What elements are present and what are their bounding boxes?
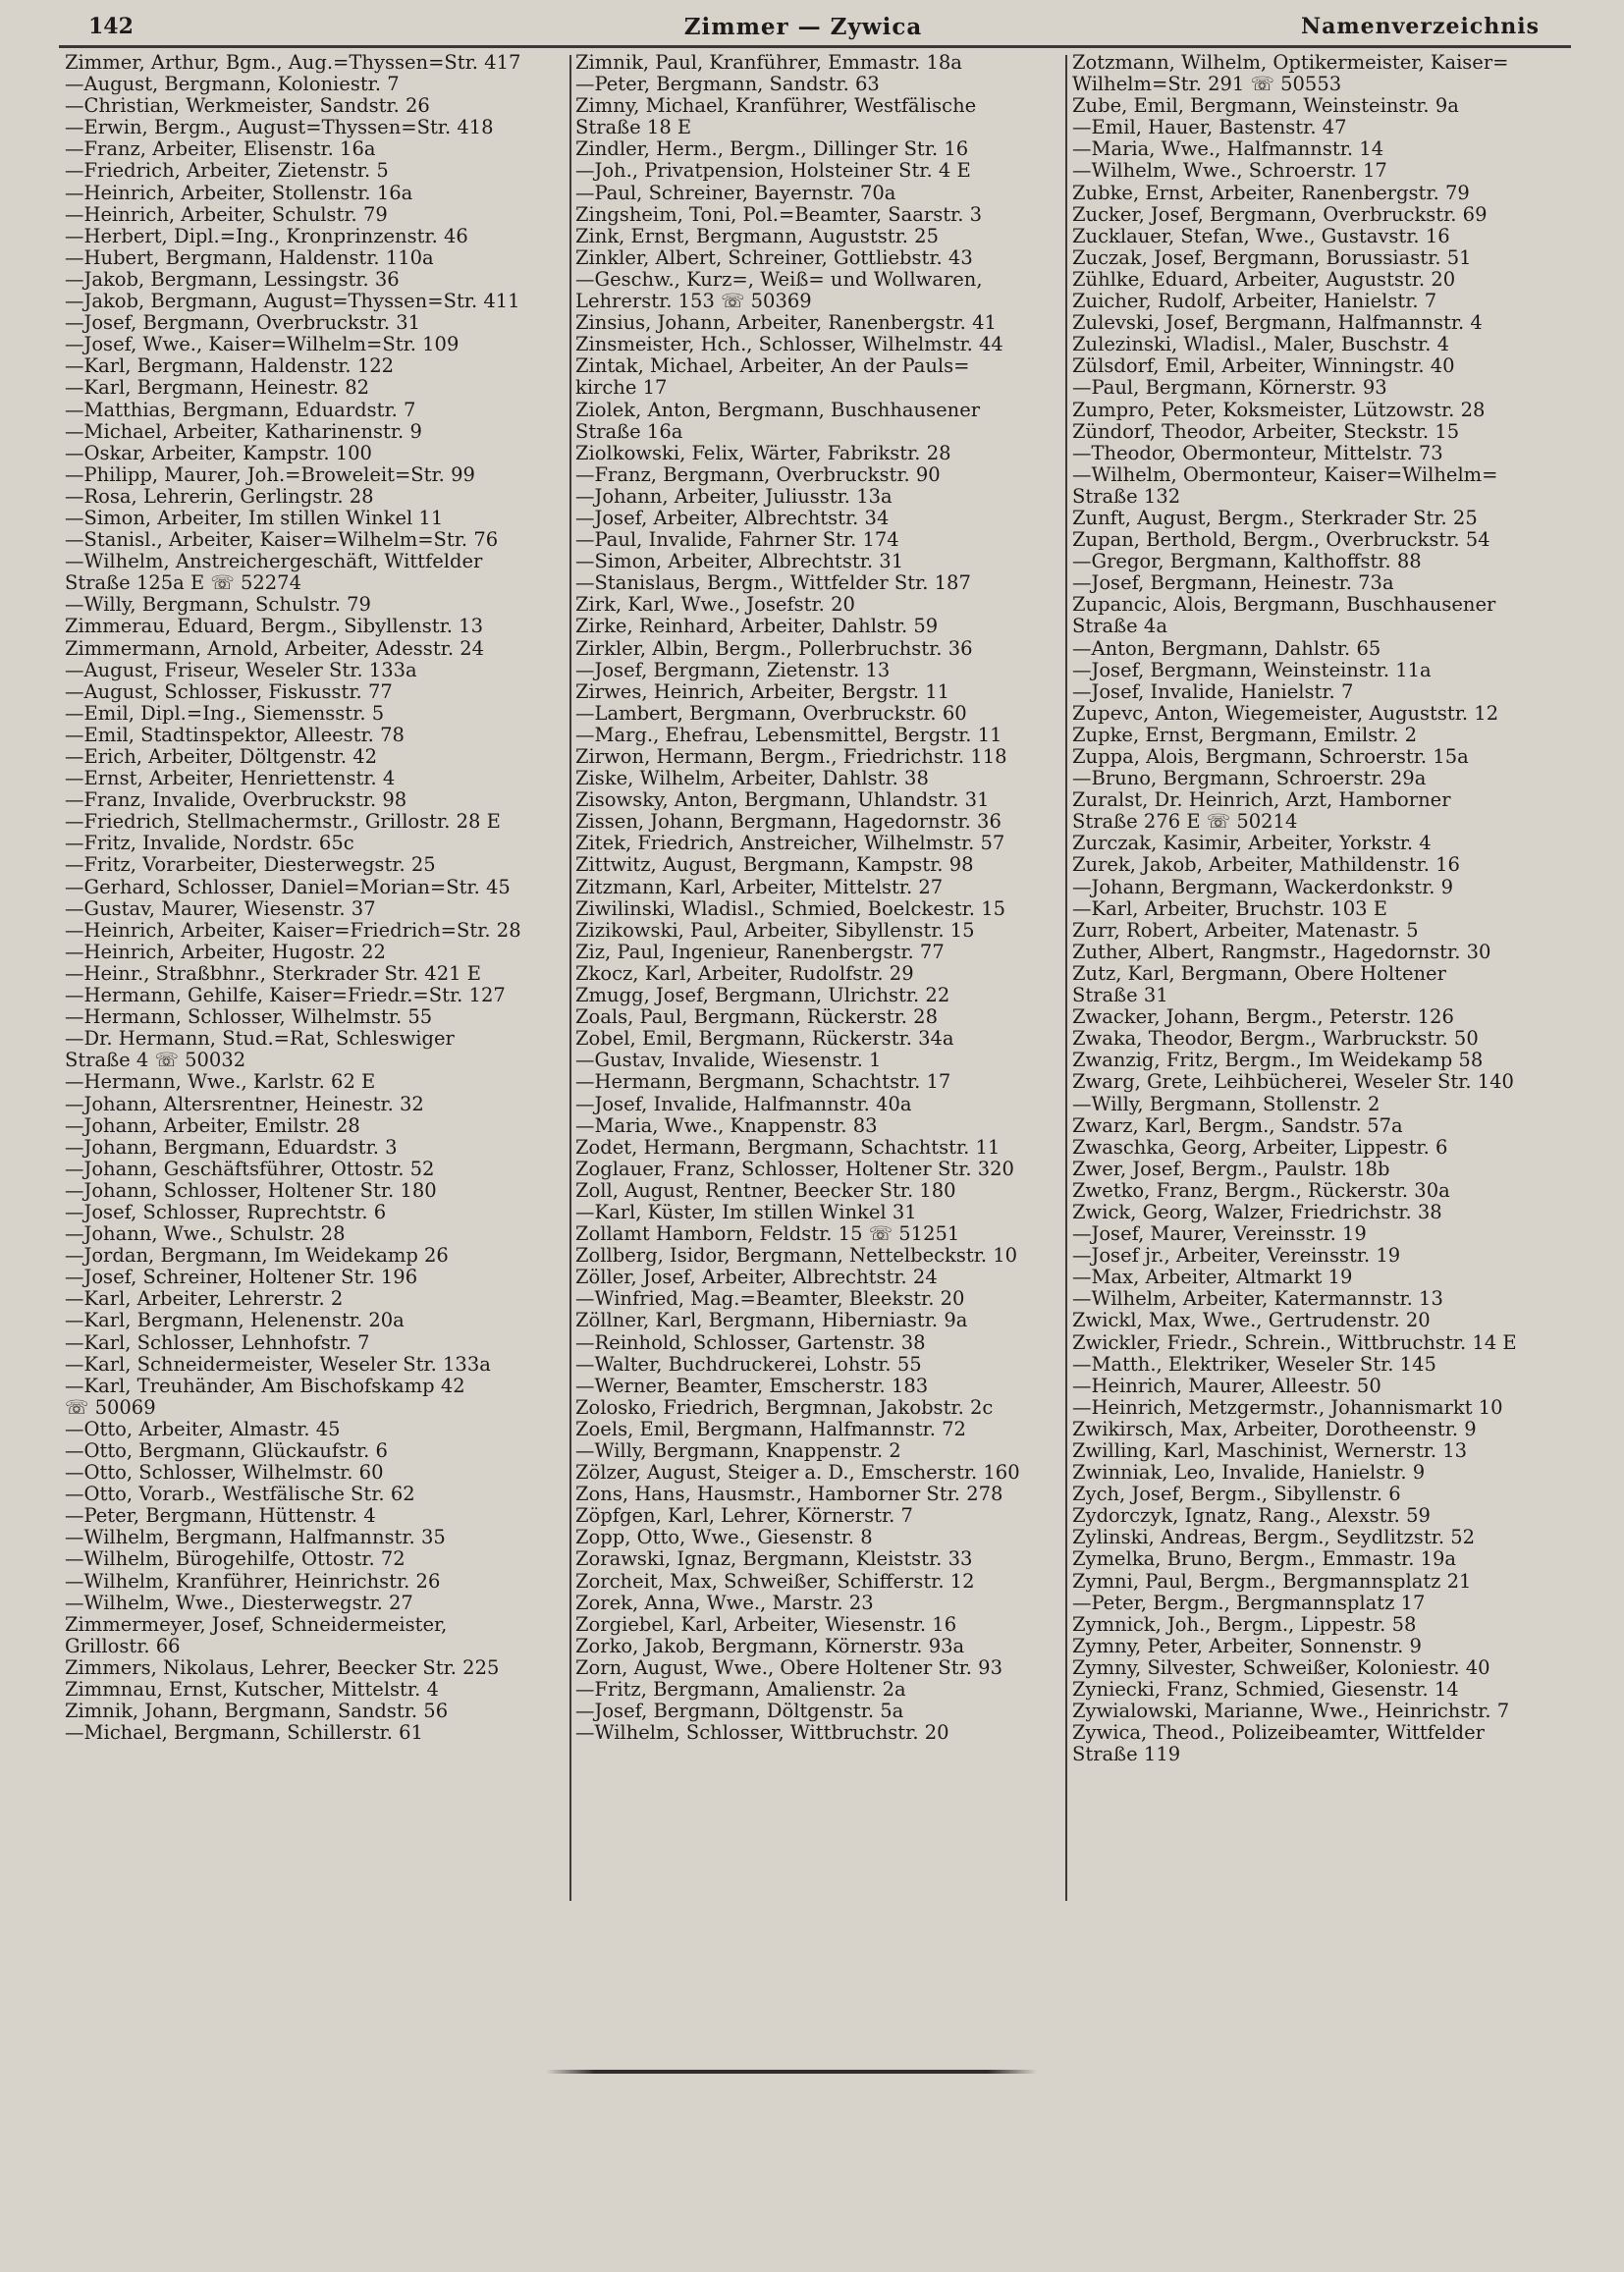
directory-entry-line: —Philipp, Maurer, Joh.=Broweleit=Str. 99	[65, 462, 475, 486]
directory-entry-line: Zimmers, Nikolaus, Lehrer, Beecker Str. 225	[65, 1655, 500, 1679]
directory-entry-line: Zupke, Ernst, Bergmann, Emilstr. 2	[1072, 723, 1418, 746]
page-number: 142	[88, 14, 134, 39]
directory-entry-line: —Simon, Arbeiter, Albrechtstr. 31	[575, 550, 904, 573]
directory-entry-line: Straße 276 E ☏ 50214	[1072, 810, 1298, 834]
directory-entry-line: —Dr. Hermann, Stud.=Rat, Schleswiger	[65, 1027, 455, 1051]
directory-entry-line: Zutz, Karl, Bergmann, Obere Holtener	[1072, 961, 1446, 985]
directory-entry-line: Zuppa, Alois, Bergmann, Schroerstr. 15a	[1072, 745, 1469, 768]
directory-entry-line: Zitek, Friedrich, Anstreicher, Wilhelmstr. 57	[575, 832, 1005, 855]
directory-entry-line: —Wilhelm, Arbeiter, Katermannstr. 13	[1072, 1287, 1443, 1311]
directory-entry-line: —Michael, Bergmann, Schillerstr. 61	[65, 1721, 423, 1745]
directory-entry-line: Wilhelm=Str. 291 ☏ 50553	[1072, 73, 1342, 96]
directory-entry-line: Zirwon, Hermann, Bergm., Friedrichstr. 118	[575, 745, 1007, 768]
directory-entry-line: Ziske, Wilhelm, Arbeiter, Dahlstr. 38	[575, 767, 929, 790]
directory-entry-line: Zupevc, Anton, Wiegemeister, Auguststr. 12	[1072, 701, 1499, 725]
directory-entry-line: —Anton, Bergmann, Dahlstr. 65	[1072, 636, 1381, 660]
directory-entry-line: Zimmnau, Ernst, Kutscher, Mittelstr. 4	[65, 1678, 439, 1702]
page-title: Zimmer — Zywica	[683, 14, 923, 40]
directory-entry-line: Zoals, Paul, Bergmann, Rückerstr. 28	[575, 1005, 938, 1029]
directory-entry-line: Zymny, Silvester, Schweißer, Koloniestr. 40	[1072, 1655, 1490, 1679]
directory-entry-line: —Wilhelm, Bürogehilfe, Ottostr. 72	[65, 1547, 406, 1571]
directory-entry-line: —Johann, Bergmann, Eduardstr. 3	[65, 1135, 398, 1159]
directory-entry-line: Zwick, Georg, Walzer, Friedrichstr. 38	[1072, 1200, 1442, 1223]
directory-entry-line: Zons, Hans, Hausmstr., Hamborner Str. 278	[575, 1483, 1003, 1506]
directory-entry-line: Zintak, Michael, Arbeiter, An der Pauls=	[575, 354, 970, 378]
directory-entry-line: —Wilhelm, Anstreichergeschäft, Wittfelder	[65, 550, 483, 573]
directory-entry-line: —Hermann, Schlosser, Wilhelmstr. 55	[65, 1005, 433, 1029]
directory-entry-line: —Wilhelm, Bergmann, Halfmannstr. 35	[65, 1526, 446, 1549]
directory-entry-line: Straße 16a	[575, 419, 683, 443]
directory-entry-line: Zorek, Anna, Wwe., Marstr. 23	[575, 1591, 874, 1614]
directory-entry-line: Straße 125a E ☏ 52274	[65, 571, 301, 595]
directory-entry-line: Zydorczyk, Ignatz, Rang., Alexstr. 59	[1072, 1504, 1431, 1528]
directory-entry-line: Zoll, August, Rentner, Beecker Str. 180	[575, 1178, 956, 1202]
directory-entry-line: Zulevski, Josef, Bergmann, Halfmannstr. 4	[1072, 311, 1483, 335]
directory-entry-line: Zwaka, Theodor, Bergm., Warbruckstr. 50	[1072, 1027, 1479, 1051]
directory-entry-line: —Peter, Bergm., Bergmannsplatz 17	[1072, 1591, 1426, 1614]
directory-entry-line: Zöllner, Karl, Bergmann, Hiberniastr. 9a	[575, 1309, 968, 1332]
directory-entry-line: —Herbert, Dipl.=Ing., Kronprinzenstr. 46	[65, 224, 468, 247]
directory-entry-line: Zwanzig, Fritz, Bergm., Im Weidekamp 58	[1072, 1049, 1484, 1072]
directory-entry-line: —Johann, Arbeiter, Emilstr. 28	[65, 1113, 360, 1137]
directory-entry-line: Zwinniak, Leo, Invalide, Hanielstr. 9	[1072, 1461, 1426, 1485]
directory-entry-line: —Josef, Maurer, Vereinsstr. 19	[1072, 1222, 1367, 1246]
directory-entry-line: Zurczak, Kasimir, Arbeiter, Yorkstr. 4	[1072, 832, 1432, 855]
directory-entry-line: Zülsdorf, Emil, Arbeiter, Winningstr. 40	[1072, 354, 1455, 378]
directory-entry-line: Zwer, Josef, Bergm., Paulstr. 18b	[1072, 1157, 1390, 1180]
directory-entry-line: Zurr, Robert, Arbeiter, Matenastr. 5	[1072, 918, 1419, 942]
directory-entry-line: —Max, Arbeiter, Altmarkt 19	[1072, 1266, 1353, 1289]
directory-entry-line: —Paul, Invalide, Fahrner Str. 174	[575, 528, 899, 552]
directory-entry-line: Zorn, August, Wwe., Obere Holtener Str. 93	[575, 1655, 1002, 1679]
directory-entry-line: Zwarz, Karl, Bergm., Sandstr. 57a	[1072, 1113, 1403, 1137]
directory-entry-line: Zupan, Berthold, Bergm., Overbruckstr. 54	[1072, 528, 1490, 552]
directory-entry-line: Zimny, Michael, Kranführer, Westfälische	[575, 94, 977, 118]
directory-entry-line: Zimnik, Johann, Bergmann, Sandstr. 56	[65, 1700, 449, 1723]
directory-entry-line: Zubke, Ernst, Arbeiter, Ranenbergstr. 79	[1072, 181, 1470, 204]
directory-entry-line: Zittwitz, August, Bergmann, Kampstr. 98	[575, 853, 974, 877]
directory-entry-line: Ziwilinski, Wladisl., Schmied, Boelckestr. 15	[575, 896, 1006, 920]
directory-entry-line: —Rosa, Lehrerin, Gerlingstr. 28	[65, 484, 374, 508]
directory-entry-line: Zindler, Herm., Bergm., Dillinger Str. 16	[575, 137, 969, 161]
directory-entry-line: Zwacker, Johann, Bergm., Peterstr. 126	[1072, 1005, 1454, 1029]
directory-entry-line: Zylinski, Andreas, Bergm., Seydlitzstr. 52	[1072, 1526, 1476, 1549]
directory-entry-line: —Heinrich, Arbeiter, Stollenstr. 16a	[65, 181, 413, 204]
directory-entry-line: —Walter, Buchdruckerei, Lohstr. 55	[575, 1352, 922, 1376]
directory-entry-line: —Jakob, Bergmann, Lessingstr. 36	[65, 267, 400, 291]
directory-entry-line: Zych, Josef, Bergm., Sibyllenstr. 6	[1072, 1483, 1401, 1506]
directory-entry-line: —Josef, Schlosser, Ruprechtstr. 6	[65, 1200, 387, 1223]
directory-entry-line: —Wilhelm, Obermonteur, Kaiser=Wilhelm=	[1072, 462, 1498, 486]
directory-entry-line: —Peter, Bergmann, Hüttenstr. 4	[65, 1504, 376, 1528]
directory-entry-line: Zoglauer, Franz, Schlosser, Holtener Str. 320	[575, 1157, 1014, 1180]
directory-entry-line: —Matth., Elektriker, Weseler Str. 145	[1072, 1352, 1436, 1376]
directory-entry-line: —Gustav, Invalide, Wiesenstr. 1	[575, 1049, 882, 1072]
directory-entry-line: —Karl, Bergmann, Helenenstr. 20a	[65, 1309, 405, 1332]
directory-entry-line: —Hermann, Wwe., Karlstr. 62 E	[65, 1070, 376, 1094]
directory-entry-line: Straße 132	[1072, 484, 1181, 508]
directory-entry-line: —Michael, Arbeiter, Katharinenstr. 9	[65, 419, 422, 443]
directory-entry-line: —Willy, Bergmann, Knappenstr. 2	[575, 1439, 901, 1462]
directory-entry-line: —Otto, Schlosser, Wilhelmstr. 60	[65, 1461, 384, 1485]
directory-entry-line: —Reinhold, Schlosser, Gartenstr. 38	[575, 1330, 926, 1354]
directory-entry-line: —Johann, Wwe., Schulstr. 28	[65, 1222, 346, 1246]
directory-entry-line: —Joh., Privatpension, Holsteiner Str. 4 E	[575, 159, 971, 183]
directory-entry-line: ☏ 50069	[65, 1395, 156, 1419]
directory-entry-line: Zwaschka, Georg, Arbeiter, Lippestr. 6	[1072, 1135, 1448, 1159]
directory-entry-line: —Maria, Wwe., Halfmannstr. 14	[1072, 137, 1384, 161]
directory-entry-line: Zurek, Jakob, Arbeiter, Mathildenstr. 16	[1072, 853, 1460, 877]
directory-entry-line: Zöpfgen, Karl, Lehrer, Körnerstr. 7	[575, 1504, 913, 1528]
directory-entry-line: —Wilhelm, Kranführer, Heinrichstr. 26	[65, 1569, 441, 1593]
directory-entry-line: Zulezinski, Wladisl., Maler, Buschstr. 4	[1072, 333, 1450, 356]
directory-entry-line: Zywica, Theod., Polizeibeamter, Wittfelder	[1072, 1721, 1485, 1745]
directory-entry-line: Zirke, Reinhard, Arbeiter, Dahlstr. 59	[575, 615, 939, 638]
directory-entry-line: Zotzmann, Wilhelm, Optikermeister, Kaiser=	[1072, 52, 1509, 74]
directory-entry-line: —Jordan, Bergmann, Im Weidekamp 26	[65, 1244, 449, 1268]
directory-entry-line: Zuicher, Rudolf, Arbeiter, Hanielstr. 7	[1072, 290, 1437, 313]
directory-entry-line: —Marg., Ehefrau, Lebensmittel, Bergstr. 11	[575, 723, 1002, 746]
directory-entry-line: Zirkler, Albin, Bergm., Pollerbruchstr. 36	[575, 636, 973, 660]
directory-entry-line: —Paul, Schreiner, Bayernstr. 70a	[575, 181, 896, 204]
directory-entry-line: —August, Bergmann, Koloniestr. 7	[65, 73, 400, 96]
directory-entry-line: Zkocz, Karl, Arbeiter, Rudolfstr. 29	[575, 961, 914, 985]
directory-entry-line: Zorcheit, Max, Schweißer, Schifferstr. 12	[575, 1569, 975, 1593]
directory-entry-line: —Josef, Invalide, Halfmannstr. 40a	[575, 1092, 912, 1115]
directory-entry-line: Zölzer, August, Steiger a. D., Emscherstr. 160	[575, 1461, 1020, 1485]
directory-entry-line: —Christian, Werkmeister, Sandstr. 26	[65, 94, 430, 118]
directory-entry-line: Zirk, Karl, Wwe., Josefstr. 20	[575, 593, 855, 617]
directory-entry-line: Zimmerau, Eduard, Bergm., Sibyllenstr. 13	[65, 615, 483, 638]
directory-entry-line: Zwetko, Franz, Bergm., Rückerstr. 30a	[1072, 1178, 1450, 1202]
directory-entry-line: Zimnik, Paul, Kranführer, Emmastr. 18a	[575, 52, 962, 74]
directory-entry-line: —Stanislaus, Bergm., Wittfelder Str. 187	[575, 571, 971, 595]
directory-entry-line: —Josef, Arbeiter, Albrechtstr. 34	[575, 506, 890, 529]
directory-entry-line: Zöller, Josef, Arbeiter, Albrechtstr. 24	[575, 1266, 938, 1289]
directory-entry-line: —Gerhard, Schlosser, Daniel=Morian=Str. 45	[65, 875, 511, 898]
directory-entry-line: —Josef, Wwe., Kaiser=Wilhelm=Str. 109	[65, 333, 460, 356]
directory-entry-line: Zymelka, Bruno, Bergm., Emmastr. 19a	[1072, 1547, 1457, 1571]
directory-entry-line: Zuralst, Dr. Heinrich, Arzt, Hamborner	[1072, 788, 1451, 812]
directory-entry-line: Zymny, Peter, Arbeiter, Sonnenstr. 9	[1072, 1634, 1422, 1657]
directory-entry-line: Zywialowski, Marianne, Wwe., Heinrichstr. 7	[1072, 1700, 1510, 1723]
directory-entry-line: Straße 4 ☏ 50032	[65, 1049, 246, 1072]
directory-entry-line: Zorgiebel, Karl, Arbeiter, Wiesenstr. 16	[575, 1612, 957, 1636]
directory-entry-line: Zink, Ernst, Bergmann, Auguststr. 25	[575, 224, 939, 247]
directory-entry-line: Grillostr. 66	[65, 1634, 181, 1657]
section-title: Namenverzeichnis	[1301, 14, 1540, 39]
directory-entry-line: —Gustav, Maurer, Wiesenstr. 37	[65, 896, 376, 920]
directory-entry-line: —Johann, Bergmann, Wackerdonkstr. 9	[1072, 875, 1454, 898]
directory-entry-line: —Karl, Küster, Im stillen Winkel 31	[575, 1200, 917, 1223]
directory-entry-line: —Ernst, Arbeiter, Henriettenstr. 4	[65, 767, 396, 790]
directory-entry-line: Zirwes, Heinrich, Arbeiter, Bergstr. 11	[575, 679, 950, 703]
directory-entry-line: —Erwin, Bergm., August=Thyssen=Str. 418	[65, 116, 494, 139]
directory-entry-line: —Emil, Dipl.=Ing., Siemensstr. 5	[65, 701, 385, 725]
end-ornament-rule	[546, 2070, 1037, 2074]
directory-entry-line: —Otto, Vorarb., Westfälische Str. 62	[65, 1483, 415, 1506]
directory-entry-line: Zisowsky, Anton, Bergmann, Uhlandstr. 31	[575, 788, 990, 812]
directory-entry-line: Zube, Emil, Bergmann, Weinsteinstr. 9a	[1072, 94, 1459, 118]
directory-entry-line: —Willy, Bergmann, Stollenstr. 2	[1072, 1092, 1380, 1115]
directory-entry-line: Zündorf, Theodor, Arbeiter, Steckstr. 15	[1072, 419, 1460, 443]
directory-entry-line: —Johann, Arbeiter, Juliusstr. 13a	[575, 484, 893, 508]
directory-entry-line: —Gregor, Bergmann, Kalthoffstr. 88	[1072, 550, 1422, 573]
directory-column-2	[575, 52, 1081, 1744]
directory-entry-line: Zoels, Emil, Bergmann, Halfmannstr. 72	[575, 1417, 966, 1440]
directory-entry-line: —Josef, Schreiner, Holtener Str. 196	[65, 1266, 418, 1289]
directory-entry-line: Zymnick, Joh., Bergm., Lippestr. 58	[1072, 1612, 1417, 1636]
directory-entry-line: Zissen, Johann, Bergmann, Hagedornstr. 36	[575, 810, 1001, 834]
directory-entry-line: Zinsmeister, Hch., Schlosser, Wilhelmstr. 44	[575, 333, 1003, 356]
directory-entry-line: Zwickler, Friedr., Schrein., Wittbruchstr. 14 E	[1072, 1330, 1517, 1354]
directory-entry-line: —Johann, Altersrentner, Heinestr. 32	[65, 1092, 424, 1115]
directory-entry-line: —Otto, Arbeiter, Almastr. 45	[65, 1417, 341, 1440]
directory-entry-line: Zolosko, Friedrich, Bergmnan, Jakobstr. 2c	[575, 1395, 994, 1419]
directory-entry-line: Zyniecki, Franz, Schmied, Giesenstr. 14	[1072, 1678, 1459, 1702]
directory-entry-line: —August, Friseur, Weseler Str. 133a	[65, 658, 417, 681]
directory-entry-line: Zizikowski, Paul, Arbeiter, Sibyllenstr. 15	[575, 918, 975, 942]
directory-entry-line: Ziz, Paul, Ingenieur, Ranenbergstr. 77	[575, 940, 945, 963]
directory-entry-line: Zwickl, Max, Wwe., Gertrudenstr. 20	[1072, 1309, 1431, 1332]
directory-entry-line: —Franz, Invalide, Overbruckstr. 98	[65, 788, 407, 812]
directory-entry-line: —Heinr., Straßbhnr., Sterkrader Str. 421 E	[65, 961, 481, 985]
directory-entry-line: —Franz, Bergmann, Overbruckstr. 90	[575, 462, 941, 486]
directory-entry-line: —Otto, Bergmann, Glückaufstr. 6	[65, 1439, 388, 1462]
directory-entry-line: —Maria, Wwe., Knappenstr. 83	[575, 1113, 878, 1137]
directory-entry-line: Zinsius, Johann, Arbeiter, Ranenbergstr. 41	[575, 311, 997, 335]
directory-entry-line: —Heinrich, Metzgermstr., Johannismarkt 10	[1072, 1395, 1503, 1419]
directory-entry-line: —Friedrich, Stellmachermstr., Grillostr. 28 E	[65, 810, 501, 834]
directory-entry-line: Zucker, Josef, Bergmann, Overbruckstr. 69	[1072, 202, 1488, 226]
directory-entry-line: —Wilhelm, Schlosser, Wittbruchstr. 20	[575, 1721, 949, 1745]
directory-entry-line: —Hermann, Gehilfe, Kaiser=Friedr.=Str. 127	[65, 984, 506, 1007]
directory-entry-line: —Theodor, Obermonteur, Mittelstr. 73	[1072, 441, 1443, 464]
directory-entry-line: —Franz, Arbeiter, Elisenstr. 16a	[65, 137, 376, 161]
directory-entry-line: Ziolkowski, Felix, Wärter, Fabrikstr. 28	[575, 441, 951, 464]
directory-column-3	[1072, 52, 1578, 1765]
directory-entry-line: Zymni, Paul, Bergm., Bergmannsplatz 21	[1072, 1569, 1472, 1593]
directory-entry-line: —Karl, Arbeiter, Lehrerstr. 2	[65, 1287, 344, 1311]
directory-entry-line: Zodet, Hermann, Bergmann, Schachtstr. 11	[575, 1135, 1001, 1159]
directory-entry-line: Zimmermeyer, Josef, Schneidermeister,	[65, 1612, 448, 1636]
directory-entry-line: Zwikirsch, Max, Arbeiter, Dorotheenstr. 9	[1072, 1417, 1477, 1440]
directory-entry-line: Zmugg, Josef, Bergmann, Ulrichstr. 22	[575, 984, 950, 1007]
directory-entry-line: Zupancic, Alois, Bergmann, Buschhausener	[1072, 593, 1496, 617]
directory-entry-line: —Stanisl., Arbeiter, Kaiser=Wilhelm=Str. 76	[65, 528, 499, 552]
directory-entry-line: —Winfried, Mag.=Beamter, Bleekstr. 20	[575, 1287, 965, 1311]
directory-entry-line: —Fritz, Bergmann, Amalienstr. 2a	[575, 1678, 906, 1702]
directory-entry-line: —Peter, Bergmann, Sandstr. 63	[575, 73, 880, 96]
directory-entry-line: —Lambert, Bergmann, Overbruckstr. 60	[575, 701, 967, 725]
directory-entry-line: Zühlke, Eduard, Arbeiter, Auguststr. 20	[1072, 267, 1456, 291]
directory-entry-line: —Wilhelm, Wwe., Schroerstr. 17	[1072, 159, 1387, 183]
directory-entry-line: —Werner, Beamter, Emscherstr. 183	[575, 1374, 929, 1397]
directory-entry-line: Zuczak, Josef, Bergmann, Borussiastr. 51	[1072, 245, 1472, 269]
directory-entry-line: kirche 17	[575, 376, 668, 400]
directory-entry-line: —Simon, Arbeiter, Im stillen Winkel 11	[65, 506, 444, 529]
directory-entry-line: Straße 4a	[1072, 615, 1167, 638]
directory-entry-line: Zwilling, Karl, Maschinist, Wernerstr. 13	[1072, 1439, 1468, 1462]
directory-entry-line: —Karl, Bergmann, Haldenstr. 122	[65, 354, 395, 378]
directory-entry-line: —Hermann, Bergmann, Schachtstr. 17	[575, 1070, 951, 1094]
directory-entry-line: —Karl, Schneidermeister, Weseler Str. 133a	[65, 1352, 491, 1376]
directory-entry-line: Zorko, Jakob, Bergmann, Körnerstr. 93a	[575, 1634, 965, 1657]
directory-entry-line: Straße 18 E	[575, 116, 692, 139]
directory-entry-line: —Oskar, Arbeiter, Kampstr. 100	[65, 441, 372, 464]
directory-column-1	[65, 52, 570, 1744]
directory-entry-line: —Josef, Bergmann, Döltgenstr. 5a	[575, 1700, 904, 1723]
directory-entry-line: Zollberg, Isidor, Bergmann, Nettelbeckstr. 10	[575, 1244, 1018, 1268]
directory-entry-line: —Johann, Schlosser, Holtener Str. 180	[65, 1178, 437, 1202]
directory-entry-line: —Friedrich, Arbeiter, Zietenstr. 5	[65, 159, 389, 183]
directory-entry-line: Ziolek, Anton, Bergmann, Buschhausener	[575, 398, 981, 421]
directory-entry-line: —Emil, Stadtinspektor, Alleestr. 78	[65, 723, 405, 746]
directory-entry-line: —Fritz, Vorarbeiter, Diesterwegstr. 25	[65, 853, 436, 877]
directory-entry-line: Zingsheim, Toni, Pol.=Beamter, Saarstr. 3	[575, 202, 983, 226]
directory-entry-line: Zopp, Otto, Wwe., Giesenstr. 8	[575, 1526, 873, 1549]
directory-entry-line: —Heinrich, Arbeiter, Schulstr. 79	[65, 202, 388, 226]
directory-entry-line: —Karl, Bergmann, Heinestr. 82	[65, 376, 370, 400]
directory-entry-line: —Josef, Invalide, Hanielstr. 7	[1072, 679, 1354, 703]
directory-entry-line: —Willy, Bergmann, Schulstr. 79	[65, 593, 371, 617]
directory-entry-line: Zitzmann, Karl, Arbeiter, Mittelstr. 27	[575, 875, 944, 898]
directory-entry-line: Zumpro, Peter, Koksmeister, Lützowstr. 28	[1072, 398, 1486, 421]
directory-entry-line: —Paul, Bergmann, Körnerstr. 93	[1072, 376, 1387, 400]
directory-entry-line: Zuther, Albert, Rangmstr., Hagedornstr. 30	[1072, 940, 1491, 963]
directory-entry-line: Zimmermann, Arnold, Arbeiter, Adesstr. 24	[65, 636, 485, 660]
directory-entry-line: —Josef, Bergmann, Heinestr. 73a	[1072, 571, 1394, 595]
directory-entry-line: Zimmer, Arthur, Bgm., Aug.=Thyssen=Str. 417	[65, 52, 521, 74]
directory-entry-line: Straße 31	[1072, 984, 1168, 1007]
directory-entry-line: —Josef, Bergmann, Zietenstr. 13	[575, 658, 891, 681]
directory-entry-line: —Johann, Geschäftsführer, Ottostr. 52	[65, 1157, 435, 1180]
directory-entry-line: Straße 119	[1072, 1743, 1181, 1766]
directory-entry-line: —Emil, Hauer, Bastenstr. 47	[1072, 116, 1347, 139]
directory-entry-line: —Heinrich, Arbeiter, Hugostr. 22	[65, 940, 386, 963]
directory-entry-line: —Josef jr., Arbeiter, Vereinsstr. 19	[1072, 1244, 1401, 1268]
header-divider	[59, 45, 1571, 48]
directory-entry-line: —Wilhelm, Wwe., Diesterwegstr. 27	[65, 1591, 413, 1614]
directory-entry-line: Zobel, Emil, Bergmann, Rückerstr. 34a	[575, 1027, 954, 1051]
directory-entry-line: Zollamt Hamborn, Feldstr. 15 ☏ 51251	[575, 1222, 960, 1246]
directory-entry-line: —Fritz, Invalide, Nordstr. 65c	[65, 832, 354, 855]
directory-entry-line: —Karl, Arbeiter, Bruchstr. 103 E	[1072, 896, 1388, 920]
directory-entry-line: —Josef, Bergmann, Overbruckstr. 31	[65, 311, 421, 335]
directory-entry-line: Zorawski, Ignaz, Bergmann, Kleiststr. 33	[575, 1547, 973, 1571]
directory-entry-line: —Hubert, Bergmann, Haldenstr. 110a	[65, 245, 434, 269]
directory-entry-line: —August, Schlosser, Fiskusstr. 77	[65, 679, 393, 703]
directory-entry-line: Zwarg, Grete, Leihbücherei, Weseler Str. 140	[1072, 1070, 1514, 1094]
directory-entry-line: —Heinrich, Maurer, Alleestr. 50	[1072, 1374, 1381, 1397]
directory-entry-line: —Heinrich, Arbeiter, Kaiser=Friedrich=Str. 28	[65, 918, 521, 942]
directory-entry-line: —Karl, Schlosser, Lehnhofstr. 7	[65, 1330, 370, 1354]
directory-entry-line: Zucklauer, Stefan, Wwe., Gustavstr. 16	[1072, 224, 1450, 247]
directory-entry-line: —Matthias, Bergmann, Eduardstr. 7	[65, 398, 416, 421]
directory-entry-line: Zunft, August, Bergm., Sterkrader Str. 25	[1072, 506, 1478, 529]
directory-entry-line: Lehrerstr. 153 ☏ 50369	[575, 290, 812, 313]
directory-entry-line: —Geschw., Kurz=, Weiß= und Wollwaren,	[575, 267, 983, 291]
directory-entry-line: Zinkler, Albert, Schreiner, Gottliebstr. 43	[575, 245, 973, 269]
directory-entry-line: —Erich, Arbeiter, Döltgenstr. 42	[65, 745, 378, 768]
directory-entry-line: —Bruno, Bergmann, Schroerstr. 29a	[1072, 767, 1427, 790]
directory-entry-line: —Josef, Bergmann, Weinsteinstr. 11a	[1072, 658, 1432, 681]
directory-entry-line: —Jakob, Bergmann, August=Thyssen=Str. 411	[65, 290, 520, 313]
directory-entry-line: —Karl, Treuhänder, Am Bischofskamp 42	[65, 1374, 465, 1397]
